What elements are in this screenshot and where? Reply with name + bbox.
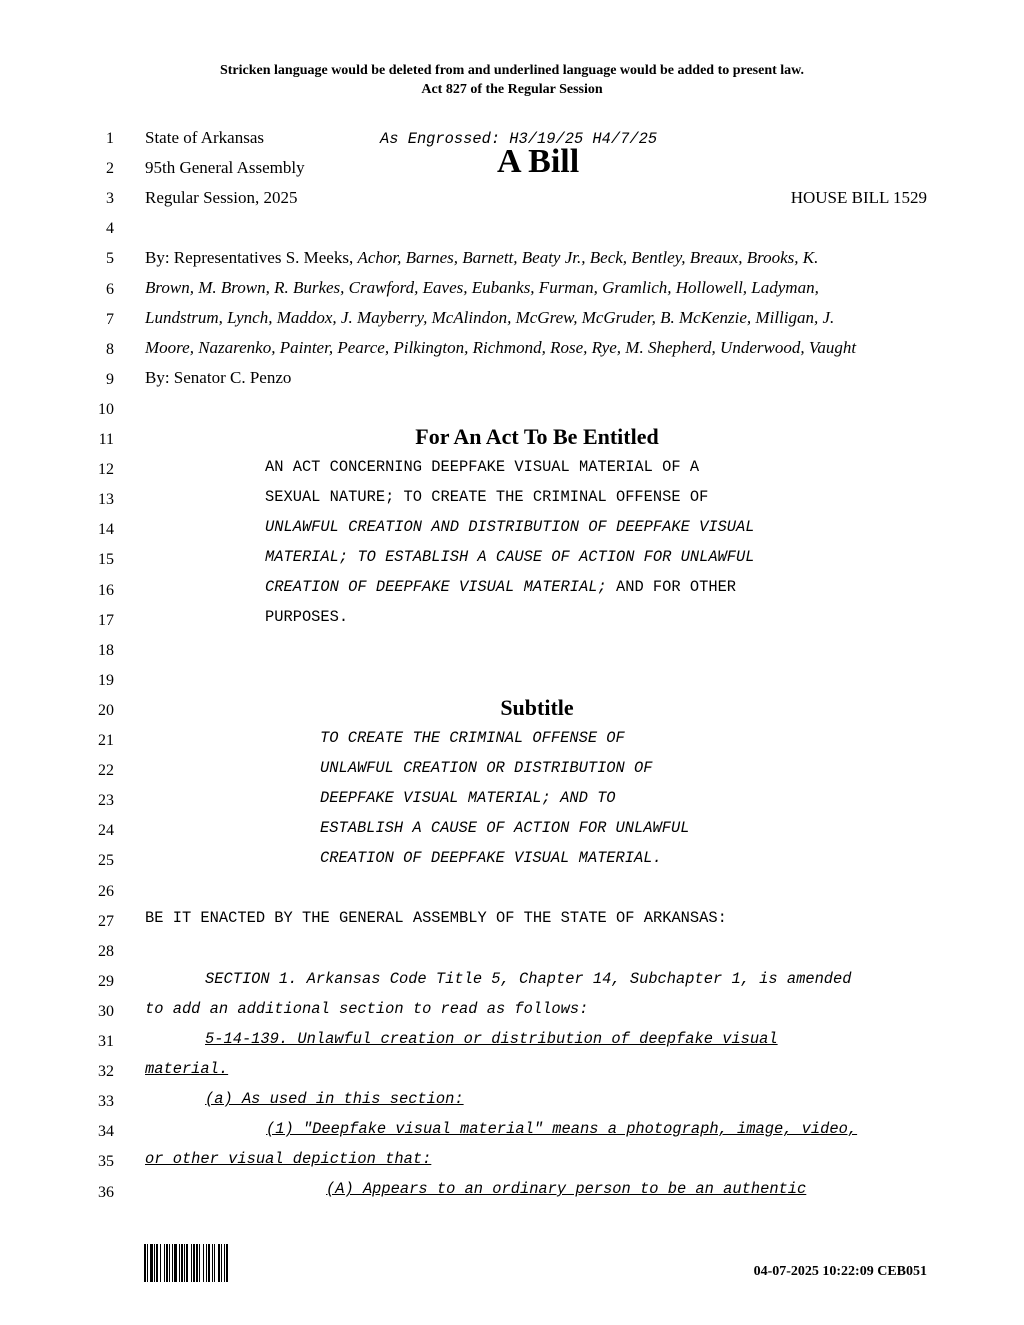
line-9	[0, 365, 1024, 395]
sponsors-line-8: Moore, Nazarenko, Painter, Pearce, Pilkington, Richmond, Rose, Rye, M. Shepherd, Underwood, Vaught	[145, 338, 857, 357]
line-number: 10	[98, 400, 114, 418]
subsection-a: (a) As used in this section:	[205, 1090, 464, 1108]
definition-1: (1) "Deepfake visual material" means a photograph, image, video,	[266, 1120, 858, 1138]
act-title-plain-part: AND FOR OTHER	[606, 578, 737, 596]
sponsor-names: Achor, Barnes, Barnett, Beaty Jr., Beck, Bentley, Breaux, Brooks, K.	[357, 248, 819, 267]
line-29	[0, 967, 1024, 997]
line-35	[0, 1147, 1024, 1177]
new-section-heading: 5-14-139. Unlawful creation or distribution of deepfake visual	[205, 1030, 778, 1048]
line-number: 26	[98, 882, 114, 900]
line-number: 36	[98, 1183, 114, 1201]
line-number: 29	[98, 972, 114, 990]
line-number: 1	[106, 130, 114, 147]
line-number-row	[0, 938, 1024, 968]
line-3	[0, 185, 1024, 215]
act-title-line: AN ACT CONCERNING DEEPFAKE VISUAL MATERIAL OF A	[265, 458, 700, 476]
line-number: 30	[98, 1002, 114, 1020]
line-number: 21	[98, 732, 114, 749]
line-15	[0, 545, 1024, 575]
definition-1-cont: or other visual depiction that:	[145, 1150, 432, 1168]
line-number: 28	[98, 942, 114, 960]
line-number: 12	[98, 461, 114, 479]
act-title-line: PURPOSES.	[265, 608, 349, 626]
line-number: 31	[98, 1033, 114, 1050]
line-number: 6	[106, 280, 114, 298]
line-number: 4	[106, 220, 114, 238]
new-section-heading-cont: material.	[145, 1060, 229, 1078]
line-number: 11	[98, 431, 114, 448]
line-8	[0, 335, 1024, 365]
act-title-line	[265, 578, 736, 596]
line-13	[0, 485, 1024, 515]
general-assembly: 95th General Assembly	[145, 158, 305, 177]
line-5	[0, 245, 1024, 275]
act-title-line: UNLAWFUL CREATION AND DISTRIBUTION OF DEEPFAKE VISUAL	[265, 518, 755, 536]
line-33	[0, 1087, 1024, 1117]
sponsors-line-7: Lundstrum, Lynch, Maddox, J. Mayberry, McAlindon, McGrew, McGruder, B. McKenzie, Milligan, J.	[145, 308, 835, 327]
line-number: 3	[106, 190, 114, 208]
line-number: 16	[98, 581, 114, 599]
line-number: 17	[98, 611, 114, 629]
line-22	[0, 756, 1024, 786]
subtitle-heading: Subtitle	[500, 695, 574, 720]
enacting-clause: BE IT ENACTED BY THE GENERAL ASSEMBLY OF THE STATE OF ARKANSAS:	[145, 909, 727, 927]
subtitle-line: DEEPFAKE VISUAL MATERIAL; AND TO	[320, 789, 616, 807]
engrossed-dates: As Engrossed: H3/19/25 H4/7/25	[380, 130, 658, 148]
line-17	[0, 605, 1024, 635]
act-title-heading: For An Act To Be Entitled	[415, 424, 659, 449]
sponsors-line-6: Brown, M. Brown, R. Burkes, Crawford, Eaves, Eubanks, Furman, Gramlich, Hollowell, Ladyman,	[145, 278, 819, 297]
section-1-intro-cont: to add an additional section to read as follows:	[145, 1000, 589, 1018]
section-1-intro: SECTION 1. Arkansas Code Title 5, Chapter 14, Subchapter 1, is amended	[205, 970, 852, 988]
subtitle-line: ESTABLISH A CAUSE OF ACTION FOR UNLAWFUL	[320, 819, 690, 837]
line-number: 25	[98, 852, 114, 870]
line-32	[0, 1057, 1024, 1087]
line-number: 27	[98, 912, 114, 930]
subtitle-line: TO CREATE THE CRIMINAL OFFENSE OF	[320, 729, 625, 747]
line-11	[0, 424, 1024, 454]
line-number: 2	[106, 160, 114, 178]
line-number: 22	[98, 762, 114, 780]
act-title-line: MATERIAL; TO ESTABLISH A CAUSE OF ACTION FOR UNLAWFUL	[265, 548, 755, 566]
line-number: 9	[106, 370, 114, 388]
line-number: 20	[98, 701, 114, 719]
line-number: 19	[98, 671, 114, 689]
line-36	[0, 1177, 1024, 1207]
line-21	[0, 726, 1024, 756]
line-number-row	[0, 637, 1024, 667]
act-number: Act 827 of the Regular Session	[421, 82, 603, 97]
line-2	[0, 155, 1024, 185]
line-31	[0, 1027, 1024, 1057]
barcode-icon	[144, 1244, 274, 1282]
line-30	[0, 997, 1024, 1027]
line-number-row	[0, 878, 1024, 908]
definition-1-a: (A) Appears to an ordinary person to be an authentic	[326, 1180, 807, 1198]
line-number: 13	[98, 491, 114, 509]
sponsors-line-5	[145, 248, 818, 268]
line-number: 15	[98, 551, 114, 569]
line-number: 34	[98, 1123, 114, 1141]
line-number-row	[0, 215, 1024, 245]
subtitle-line: UNLAWFUL CREATION OR DISTRIBUTION OF	[320, 759, 653, 777]
line-16	[0, 575, 1024, 605]
line-27	[0, 906, 1024, 936]
line-25	[0, 846, 1024, 876]
line-number: 33	[98, 1093, 114, 1111]
line-number: 8	[106, 340, 114, 358]
line-number: 32	[98, 1063, 114, 1081]
bill-title: A Bill	[497, 143, 580, 180]
line-number: 7	[106, 310, 114, 328]
line-6	[0, 275, 1024, 305]
act-title-italic-part: CREATION OF DEEPFAKE VISUAL MATERIAL;	[265, 578, 607, 596]
line-number: 5	[106, 250, 114, 268]
line-7	[0, 305, 1024, 335]
line-20	[0, 695, 1024, 725]
line-34	[0, 1117, 1024, 1147]
sponsor-prefix: By: Representatives S. Meeks,	[145, 248, 354, 267]
senate-sponsor: By: Senator C. Penzo	[145, 368, 292, 387]
amendment-notice: Stricken language would be deleted from and underlined language would be added to present law.	[219, 63, 805, 78]
line-number: 18	[98, 641, 114, 659]
act-title-line: SEXUAL NATURE; TO CREATE THE CRIMINAL OFFENSE OF	[265, 488, 709, 506]
line-number: 24	[98, 822, 114, 840]
line-14	[0, 515, 1024, 545]
line-number: 23	[98, 792, 114, 810]
document-timestamp: 04-07-2025 10:22:09 CEB051	[753, 1264, 927, 1279]
line-12	[0, 455, 1024, 485]
session: Regular Session, 2025	[145, 188, 298, 207]
subtitle-line: CREATION OF DEEPFAKE VISUAL MATERIAL.	[320, 849, 662, 867]
state-name: State of Arkansas	[145, 128, 264, 147]
line-number-row	[0, 667, 1024, 697]
line-23	[0, 786, 1024, 816]
line-number: 14	[98, 521, 114, 539]
line-number-row	[0, 396, 1024, 426]
line-number: 35	[98, 1153, 114, 1171]
line-24	[0, 816, 1024, 846]
bill-number: HOUSE BILL 1529	[790, 188, 927, 207]
